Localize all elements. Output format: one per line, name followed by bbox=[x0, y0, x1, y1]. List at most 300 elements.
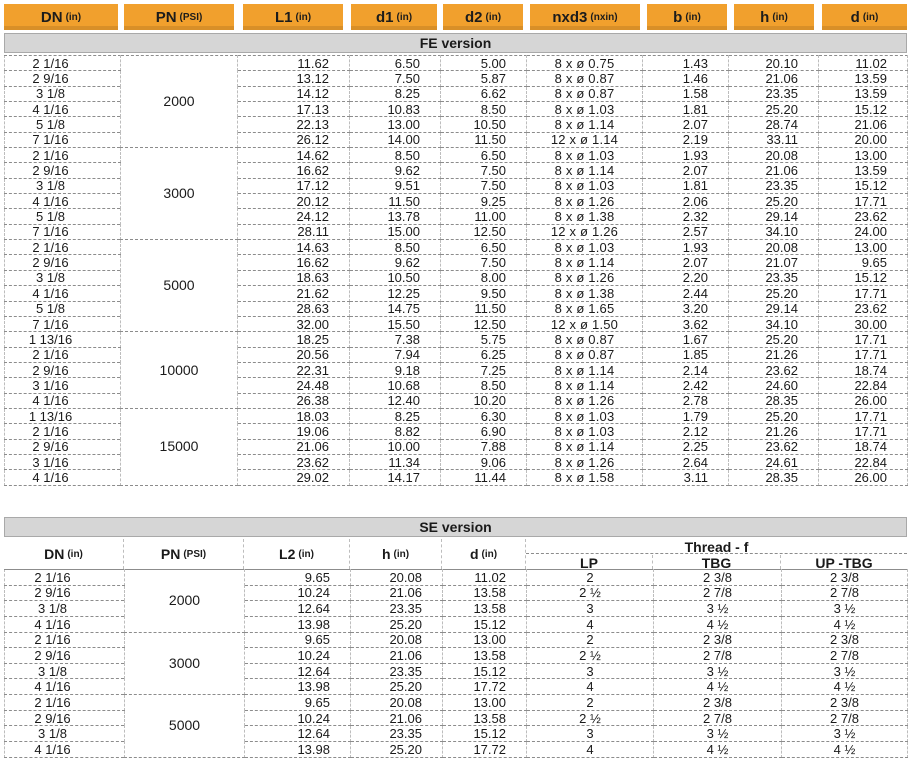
cell-lp: 2 bbox=[527, 570, 654, 586]
thread-sub-up-tbg: UP -TBG bbox=[815, 555, 873, 571]
cell-h: 21.06 bbox=[351, 585, 443, 601]
cell-dn: 4 1/16 bbox=[5, 393, 121, 408]
se-table bbox=[4, 569, 908, 758]
cell-dn: 3 1/16 bbox=[5, 454, 121, 469]
cell-d2: 11.50 bbox=[441, 301, 527, 316]
cell-dn: 4 1/16 bbox=[5, 102, 121, 117]
cell-l2: 12.64 bbox=[245, 601, 351, 617]
cell-h: 25.20 bbox=[729, 286, 819, 301]
cell-l2: 9.65 bbox=[245, 632, 351, 648]
cell-tbg: 3 ½ bbox=[654, 663, 782, 679]
cell-d: 24.00 bbox=[819, 224, 908, 239]
cell-h: 33.11 bbox=[729, 132, 819, 147]
cell-l1: 14.62 bbox=[238, 148, 350, 163]
header-label: d2 bbox=[464, 8, 483, 26]
cell-d1: 15.50 bbox=[350, 316, 441, 331]
cell-d1: 8.50 bbox=[350, 240, 441, 255]
cell-l1: 16.62 bbox=[238, 163, 350, 178]
cell-tbg: 2 7/8 bbox=[654, 585, 782, 601]
cell-d: 13.58 bbox=[443, 585, 527, 601]
cell-nxd3: 8 x ø 1.26 bbox=[527, 393, 643, 408]
cell-dn: 2 1/16 bbox=[5, 347, 121, 362]
cell-up-tbg: 3 ½ bbox=[782, 663, 908, 679]
cell-tbg: 2 3/8 bbox=[654, 570, 782, 586]
cell-dn: 4 1/16 bbox=[5, 470, 121, 485]
cell-d: 22.84 bbox=[819, 454, 908, 469]
cell-d1: 14.17 bbox=[350, 470, 441, 485]
cell-d2: 5.87 bbox=[441, 71, 527, 86]
cell-h: 20.08 bbox=[729, 148, 819, 163]
cell-up-tbg: 2 3/8 bbox=[782, 570, 908, 586]
cell-dn: 4 1/16 bbox=[5, 742, 125, 758]
cell-dn: 5 1/8 bbox=[5, 301, 121, 316]
cell-nxd3: 8 x ø 1.14 bbox=[527, 378, 643, 393]
header-label: DN bbox=[40, 8, 63, 26]
cell-nxd3: 8 x ø 1.03 bbox=[527, 102, 643, 117]
cell-d: 11.02 bbox=[443, 570, 527, 586]
cell-h: 25.20 bbox=[351, 742, 443, 758]
cell-d1: 8.50 bbox=[350, 148, 441, 163]
cell-nxd3: 8 x ø 0.87 bbox=[527, 332, 643, 347]
cell-l1: 28.63 bbox=[238, 301, 350, 316]
cell-l2: 12.64 bbox=[245, 663, 351, 679]
cell-nxd3: 8 x ø 1.14 bbox=[527, 362, 643, 377]
header-unit: (in) bbox=[481, 548, 498, 560]
cell-l1: 32.00 bbox=[238, 316, 350, 331]
cell-b: 1.58 bbox=[643, 86, 729, 101]
cell-b: 2.19 bbox=[643, 132, 729, 147]
cell-nxd3: 8 x ø 1.58 bbox=[527, 470, 643, 485]
se-header-dn bbox=[4, 539, 124, 569]
cell-d1: 10.68 bbox=[350, 378, 441, 393]
cell-dn: 3 1/8 bbox=[5, 270, 121, 285]
cell-lp: 4 bbox=[527, 679, 654, 695]
cell-b: 1.43 bbox=[643, 56, 729, 71]
se-header-l2 bbox=[244, 539, 350, 569]
cell-b: 3.20 bbox=[643, 301, 729, 316]
cell-d1: 6.50 bbox=[350, 56, 441, 71]
cell-d1: 10.50 bbox=[350, 270, 441, 285]
cell-h: 25.20 bbox=[351, 679, 443, 695]
cell-d2: 7.50 bbox=[441, 255, 527, 270]
header-label: PN bbox=[160, 546, 181, 562]
cell-up-tbg: 2 3/8 bbox=[782, 695, 908, 711]
cell-d1: 8.25 bbox=[350, 408, 441, 423]
cell-d2: 5.75 bbox=[441, 332, 527, 347]
cell-nxd3: 8 x ø 0.87 bbox=[527, 86, 643, 101]
se-header-pn bbox=[124, 539, 244, 569]
cell-pn: 3000 bbox=[121, 148, 238, 240]
cell-b: 1.46 bbox=[643, 71, 729, 86]
cell-d2: 7.25 bbox=[441, 362, 527, 377]
cell-dn: 3 1/8 bbox=[5, 178, 121, 193]
cell-l1: 19.06 bbox=[238, 424, 350, 439]
cell-lp: 2 ½ bbox=[527, 585, 654, 601]
header-label: PN bbox=[155, 8, 177, 26]
header-unit: (in) bbox=[65, 11, 82, 23]
header-label: d1 bbox=[375, 8, 394, 26]
cell-tbg: 4 ½ bbox=[654, 679, 782, 695]
cell-l1: 13.12 bbox=[238, 71, 350, 86]
cell-h: 24.60 bbox=[729, 378, 819, 393]
cell-d: 20.00 bbox=[819, 132, 908, 147]
cell-l2: 10.24 bbox=[245, 710, 351, 726]
cell-d1: 8.82 bbox=[350, 424, 441, 439]
cell-up-tbg: 4 ½ bbox=[782, 679, 908, 695]
cell-d: 9.65 bbox=[819, 255, 908, 270]
cell-dn: 2 9/16 bbox=[5, 163, 121, 178]
cell-dn: 4 1/16 bbox=[5, 194, 121, 209]
cell-h: 25.20 bbox=[729, 194, 819, 209]
header-unit: (in) bbox=[485, 11, 502, 23]
cell-up-tbg: 2 3/8 bbox=[782, 632, 908, 648]
cell-h: 20.08 bbox=[351, 632, 443, 648]
cell-h: 25.20 bbox=[729, 332, 819, 347]
fe-table bbox=[4, 55, 908, 486]
cell-dn: 3 1/16 bbox=[5, 378, 121, 393]
header-label: d bbox=[469, 546, 479, 562]
cell-d: 15.12 bbox=[819, 178, 908, 193]
header-label: h bbox=[760, 8, 770, 26]
cell-nxd3: 8 x ø 1.03 bbox=[527, 424, 643, 439]
cell-d1: 8.25 bbox=[350, 86, 441, 101]
cell-h: 28.35 bbox=[729, 393, 819, 408]
cell-h: 20.10 bbox=[729, 56, 819, 71]
cell-b: 2.07 bbox=[643, 163, 729, 178]
cell-h: 29.14 bbox=[729, 301, 819, 316]
thread-title: Thread - f bbox=[526, 539, 907, 554]
cell-pn: 15000 bbox=[121, 408, 238, 485]
cell-d1: 14.75 bbox=[350, 301, 441, 316]
cell-nxd3: 8 x ø 1.38 bbox=[527, 286, 643, 301]
cell-dn: 2 9/16 bbox=[5, 255, 121, 270]
cell-pn: 2000 bbox=[121, 56, 238, 148]
cell-dn: 1 13/16 bbox=[5, 408, 121, 423]
header-label: b bbox=[673, 8, 683, 26]
table-row bbox=[5, 148, 908, 163]
cell-up-tbg: 3 ½ bbox=[782, 726, 908, 742]
cell-dn: 4 1/16 bbox=[5, 679, 125, 695]
cell-l2: 13.98 bbox=[245, 742, 351, 758]
cell-h: 21.26 bbox=[729, 424, 819, 439]
cell-lp: 2 bbox=[527, 632, 654, 648]
cell-h: 23.35 bbox=[351, 726, 443, 742]
cell-b: 2.42 bbox=[643, 378, 729, 393]
cell-d: 26.00 bbox=[819, 470, 908, 485]
cell-l1: 18.25 bbox=[238, 332, 350, 347]
cell-nxd3: 8 x ø 1.03 bbox=[527, 178, 643, 193]
cell-d2: 5.00 bbox=[441, 56, 527, 71]
table-row bbox=[5, 695, 908, 711]
cell-dn: 2 1/16 bbox=[5, 570, 125, 586]
cell-d: 13.00 bbox=[819, 240, 908, 255]
cell-h: 20.08 bbox=[729, 240, 819, 255]
header-label: L1 bbox=[274, 8, 293, 26]
cell-d: 17.71 bbox=[819, 347, 908, 362]
cell-d: 15.12 bbox=[819, 102, 908, 117]
header-unit: (in) bbox=[862, 11, 879, 23]
cell-h: 28.74 bbox=[729, 117, 819, 132]
cell-dn: 3 1/8 bbox=[5, 663, 125, 679]
header-d2 bbox=[443, 4, 523, 30]
cell-d2: 6.50 bbox=[441, 240, 527, 255]
cell-d2: 7.88 bbox=[441, 439, 527, 454]
cell-d1: 13.00 bbox=[350, 117, 441, 132]
cell-h: 21.06 bbox=[729, 71, 819, 86]
header-h bbox=[734, 4, 814, 30]
cell-h: 28.35 bbox=[729, 470, 819, 485]
cell-d: 23.62 bbox=[819, 209, 908, 224]
se-header-row bbox=[4, 539, 907, 570]
thread-sub-lp: LP bbox=[526, 555, 653, 569]
cell-h: 23.35 bbox=[729, 270, 819, 285]
cell-l1: 29.02 bbox=[238, 470, 350, 485]
cell-d1: 10.00 bbox=[350, 439, 441, 454]
thread-sub-tbg: TBG bbox=[653, 555, 781, 569]
cell-dn: 7 1/16 bbox=[5, 224, 121, 239]
cell-d: 17.71 bbox=[819, 408, 908, 423]
cell-h: 23.35 bbox=[729, 178, 819, 193]
cell-h: 25.20 bbox=[729, 102, 819, 117]
cell-dn: 5 1/8 bbox=[5, 209, 121, 224]
cell-up-tbg: 3 ½ bbox=[782, 601, 908, 617]
cell-d: 23.62 bbox=[819, 301, 908, 316]
cell-h: 25.20 bbox=[729, 408, 819, 423]
cell-dn: 2 9/16 bbox=[5, 71, 121, 86]
cell-b: 2.32 bbox=[643, 209, 729, 224]
cell-dn: 2 9/16 bbox=[5, 648, 125, 664]
cell-d2: 7.50 bbox=[441, 163, 527, 178]
cell-dn: 2 1/16 bbox=[5, 148, 121, 163]
fe-version-title: FE version bbox=[4, 33, 907, 53]
cell-h: 25.20 bbox=[351, 616, 443, 632]
cell-d: 22.84 bbox=[819, 378, 908, 393]
cell-l1: 18.63 bbox=[238, 270, 350, 285]
cell-b: 2.14 bbox=[643, 362, 729, 377]
cell-l1: 28.11 bbox=[238, 224, 350, 239]
cell-dn: 2 9/16 bbox=[5, 439, 121, 454]
cell-dn: 2 1/16 bbox=[5, 424, 121, 439]
cell-b: 1.79 bbox=[643, 408, 729, 423]
cell-d1: 11.50 bbox=[350, 194, 441, 209]
cell-nxd3: 8 x ø 1.26 bbox=[527, 194, 643, 209]
table-row bbox=[5, 56, 908, 71]
table-row bbox=[5, 240, 908, 255]
cell-h: 34.10 bbox=[729, 316, 819, 331]
cell-l1: 22.13 bbox=[238, 117, 350, 132]
cell-lp: 2 ½ bbox=[527, 710, 654, 726]
header-unit: (in) bbox=[396, 11, 413, 23]
cell-d: 18.74 bbox=[819, 362, 908, 377]
header-unit: (in) bbox=[298, 548, 314, 560]
cell-h: 21.26 bbox=[729, 347, 819, 362]
cell-lp: 3 bbox=[527, 601, 654, 617]
cell-d: 13.59 bbox=[819, 86, 908, 101]
cell-dn: 2 1/16 bbox=[5, 240, 121, 255]
table-row bbox=[5, 408, 908, 423]
header-unit: (nxin) bbox=[590, 11, 618, 23]
cell-h: 21.06 bbox=[351, 710, 443, 726]
cell-l1: 20.56 bbox=[238, 347, 350, 362]
cell-up-tbg: 2 7/8 bbox=[782, 585, 908, 601]
cell-l1: 16.62 bbox=[238, 255, 350, 270]
cell-nxd3: 8 x ø 1.14 bbox=[527, 163, 643, 178]
se-version-title: SE version bbox=[4, 517, 907, 537]
cell-b: 2.78 bbox=[643, 393, 729, 408]
cell-h: 29.14 bbox=[729, 209, 819, 224]
cell-nxd3: 8 x ø 0.87 bbox=[527, 71, 643, 86]
cell-tbg: 4 ½ bbox=[654, 742, 782, 758]
cell-d1: 7.38 bbox=[350, 332, 441, 347]
cell-d2: 8.50 bbox=[441, 378, 527, 393]
cell-nxd3: 8 x ø 1.14 bbox=[527, 255, 643, 270]
cell-nxd3: 8 x ø 0.87 bbox=[527, 347, 643, 362]
header-l1 bbox=[243, 4, 343, 30]
header-label: d bbox=[850, 8, 860, 26]
cell-lp: 4 bbox=[527, 616, 654, 632]
cell-d: 15.12 bbox=[443, 663, 527, 679]
header-dn bbox=[4, 4, 118, 30]
cell-d1: 9.51 bbox=[350, 178, 441, 193]
cell-l2: 10.24 bbox=[245, 585, 351, 601]
cell-pn: 10000 bbox=[121, 332, 238, 409]
cell-d: 30.00 bbox=[819, 316, 908, 331]
se-header-d bbox=[442, 539, 526, 569]
cell-dn: 4 1/16 bbox=[5, 286, 121, 301]
cell-d: 13.58 bbox=[443, 710, 527, 726]
cell-l1: 21.62 bbox=[238, 286, 350, 301]
cell-d: 13.58 bbox=[443, 601, 527, 617]
cell-d2: 8.00 bbox=[441, 270, 527, 285]
cell-d: 13.59 bbox=[819, 163, 908, 178]
cell-nxd3: 8 x ø 1.14 bbox=[527, 117, 643, 132]
cell-l2: 12.64 bbox=[245, 726, 351, 742]
cell-h: 20.08 bbox=[351, 695, 443, 711]
cell-b: 1.81 bbox=[643, 102, 729, 117]
cell-b: 2.64 bbox=[643, 454, 729, 469]
cell-dn: 2 9/16 bbox=[5, 362, 121, 377]
cell-l1: 24.12 bbox=[238, 209, 350, 224]
cell-pn: 5000 bbox=[121, 240, 238, 332]
cell-pn: 3000 bbox=[125, 632, 245, 695]
cell-d2: 6.25 bbox=[441, 347, 527, 362]
header-unit: (in) bbox=[685, 11, 701, 23]
cell-l1: 11.62 bbox=[238, 56, 350, 71]
cell-d1: 9.62 bbox=[350, 163, 441, 178]
cell-d: 15.12 bbox=[443, 616, 527, 632]
cell-l1: 22.31 bbox=[238, 362, 350, 377]
cell-l1: 21.06 bbox=[238, 439, 350, 454]
cell-nxd3: 8 x ø 1.38 bbox=[527, 209, 643, 224]
cell-b: 2.57 bbox=[643, 224, 729, 239]
cell-tbg: 2 3/8 bbox=[654, 695, 782, 711]
cell-dn: 4 1/16 bbox=[5, 616, 125, 632]
cell-d2: 10.20 bbox=[441, 393, 527, 408]
cell-l1: 18.03 bbox=[238, 408, 350, 423]
cell-b: 3.62 bbox=[643, 316, 729, 331]
cell-l1: 17.12 bbox=[238, 178, 350, 193]
cell-h: 23.62 bbox=[729, 439, 819, 454]
header-label: nxd3 bbox=[552, 8, 588, 26]
cell-b: 2.06 bbox=[643, 194, 729, 209]
cell-l1: 14.12 bbox=[238, 86, 350, 101]
cell-d: 11.02 bbox=[819, 56, 908, 71]
cell-lp: 4 bbox=[527, 742, 654, 758]
cell-l1: 26.12 bbox=[238, 132, 350, 147]
cell-lp: 2 ½ bbox=[527, 648, 654, 664]
cell-b: 3.11 bbox=[643, 470, 729, 485]
cell-d2: 7.50 bbox=[441, 178, 527, 193]
header-unit: (in) bbox=[772, 11, 788, 23]
cell-h: 34.10 bbox=[729, 224, 819, 239]
cell-l2: 10.24 bbox=[245, 648, 351, 664]
cell-h: 21.06 bbox=[729, 163, 819, 178]
header-pn bbox=[124, 4, 234, 30]
cell-b: 2.07 bbox=[643, 117, 729, 132]
cell-b: 1.93 bbox=[643, 240, 729, 255]
cell-d1: 12.25 bbox=[350, 286, 441, 301]
cell-b: 2.20 bbox=[643, 270, 729, 285]
cell-tbg: 3 ½ bbox=[654, 726, 782, 742]
cell-d: 13.00 bbox=[819, 148, 908, 163]
cell-dn: 2 9/16 bbox=[5, 585, 125, 601]
fe-header-row bbox=[0, 0, 909, 30]
cell-dn: 2 1/16 bbox=[5, 695, 125, 711]
cell-d2: 9.50 bbox=[441, 286, 527, 301]
cell-b: 1.67 bbox=[643, 332, 729, 347]
header-unit: (PSI) bbox=[179, 11, 203, 23]
cell-b: 1.81 bbox=[643, 178, 729, 193]
cell-d: 26.00 bbox=[819, 393, 908, 408]
cell-l1: 17.13 bbox=[238, 102, 350, 117]
cell-l1: 14.63 bbox=[238, 240, 350, 255]
cell-d1: 7.94 bbox=[350, 347, 441, 362]
header-unit: (in) bbox=[393, 548, 410, 560]
cell-pn: 5000 bbox=[125, 695, 245, 758]
table-row bbox=[5, 632, 908, 648]
cell-dn: 3 1/8 bbox=[5, 86, 121, 101]
cell-dn: 2 9/16 bbox=[5, 710, 125, 726]
cell-d2: 11.00 bbox=[441, 209, 527, 224]
cell-d: 17.72 bbox=[443, 679, 527, 695]
table-row bbox=[5, 332, 908, 347]
cell-d2: 6.62 bbox=[441, 86, 527, 101]
cell-nxd3: 8 x ø 1.14 bbox=[527, 439, 643, 454]
cell-d1: 7.50 bbox=[350, 71, 441, 86]
cell-l2: 9.65 bbox=[245, 695, 351, 711]
cell-tbg: 4 ½ bbox=[654, 616, 782, 632]
cell-h: 23.62 bbox=[729, 362, 819, 377]
cell-d: 21.06 bbox=[819, 117, 908, 132]
cell-d: 15.12 bbox=[443, 726, 527, 742]
header-d1 bbox=[351, 4, 437, 30]
cell-d1: 9.62 bbox=[350, 255, 441, 270]
cell-h: 23.35 bbox=[351, 601, 443, 617]
cell-d: 17.71 bbox=[819, 194, 908, 209]
header-nxd3 bbox=[530, 4, 640, 30]
cell-d1: 15.00 bbox=[350, 224, 441, 239]
cell-l2: 13.98 bbox=[245, 679, 351, 695]
header-unit: (PSI) bbox=[183, 548, 207, 560]
cell-d1: 12.40 bbox=[350, 393, 441, 408]
cell-d: 15.12 bbox=[819, 270, 908, 285]
cell-lp: 2 bbox=[527, 695, 654, 711]
cell-d1: 9.18 bbox=[350, 362, 441, 377]
cell-nxd3: 8 x ø 0.75 bbox=[527, 56, 643, 71]
cell-d: 13.58 bbox=[443, 648, 527, 664]
cell-b: 2.25 bbox=[643, 439, 729, 454]
cell-d1: 11.34 bbox=[350, 454, 441, 469]
